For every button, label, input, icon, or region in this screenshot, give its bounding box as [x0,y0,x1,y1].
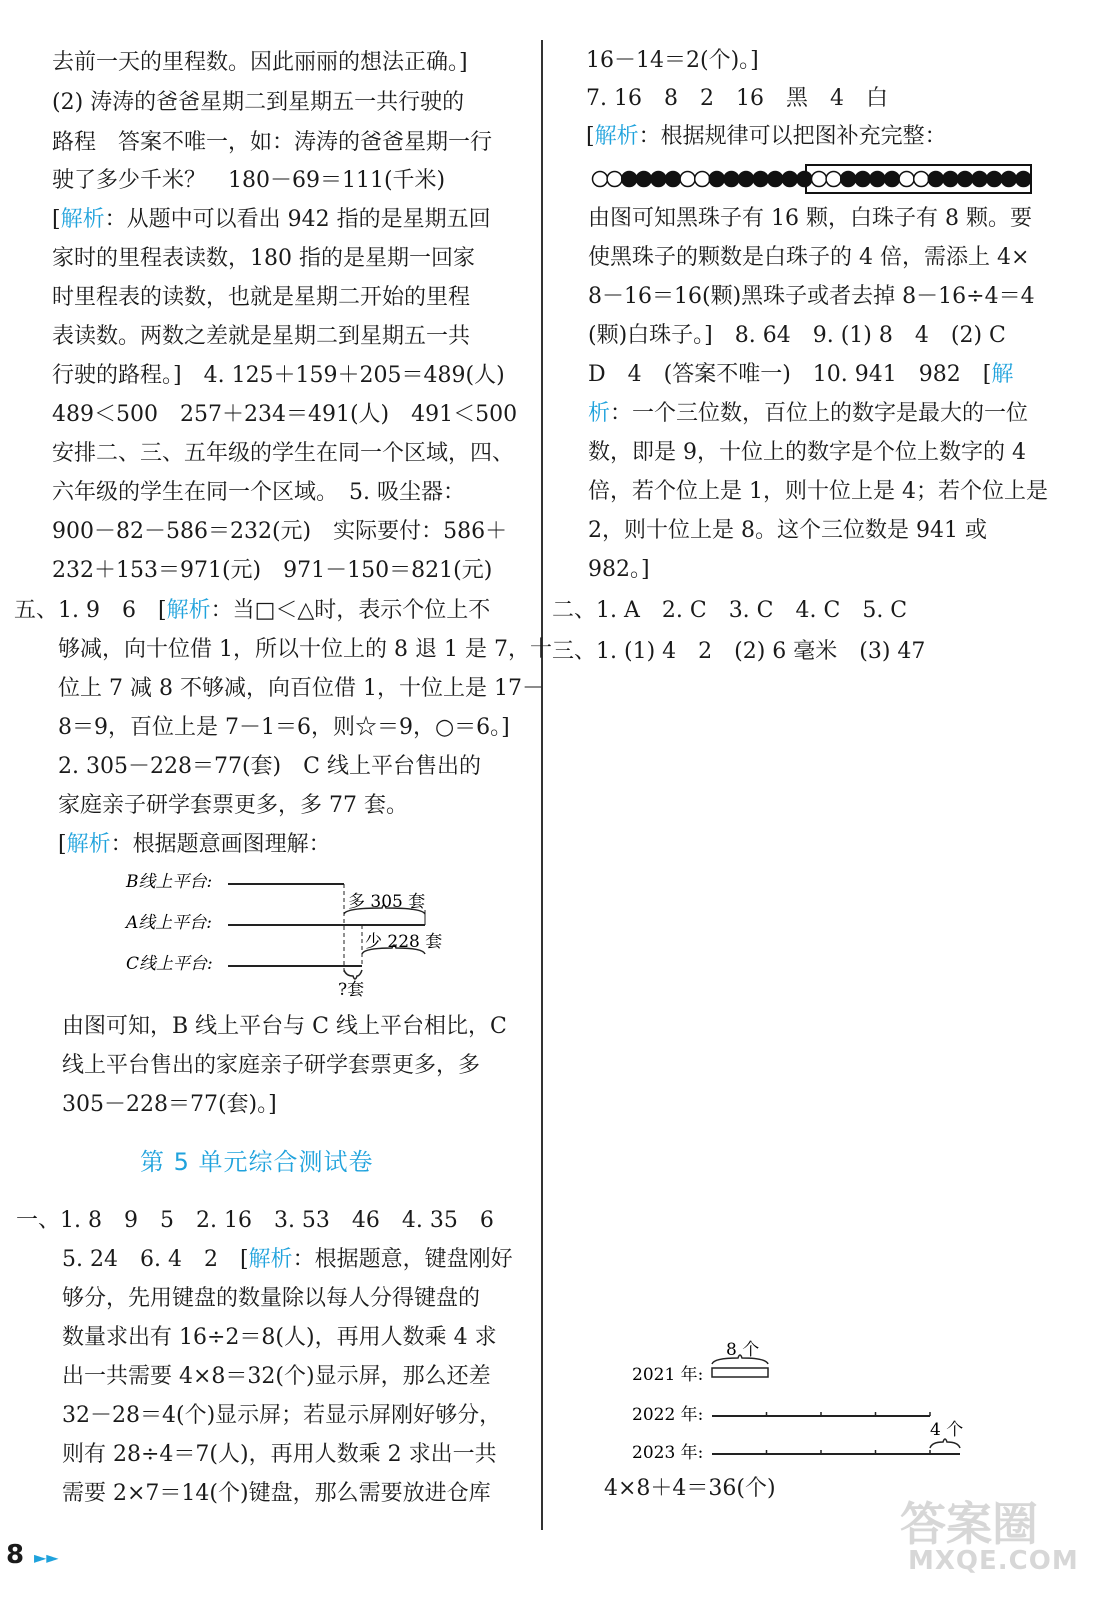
section-title: 第 5 单元综合测试卷 [140,1148,374,1176]
a-platform-label: A线上平台: [126,913,213,933]
text-line: 驶了多少千米？ 180－69＝111(千米) [52,168,446,193]
extra-label: 4 个 [930,1420,964,1440]
text-line: 家时的里程表读数，180 指的是星期一回家 [52,246,475,271]
text-line: 出一共需要 4×8＝32(个)显示屏，那么还差 [62,1364,491,1389]
watermark-logo: 答案圈 [900,1497,1038,1551]
text-line: 16－14＝2(个)。] [586,48,759,73]
black-bead [1016,172,1031,187]
text-line: 489＜500 257＋234＝491(人) 491＜500 [52,402,518,427]
black-bead [797,172,812,187]
white-bead [899,172,914,187]
bar-2021 [712,1368,768,1377]
white-bead [826,172,841,187]
text-line: 线上平台售出的家庭亲子研学套票更多，多 [62,1053,481,1078]
text-line: 路程 答案不唯一，如：涛涛的爸爸星期一行 [52,130,493,155]
question-label: ?套 [338,980,365,1000]
black-bead [1001,172,1016,187]
black-bead [870,172,885,187]
brace [930,1439,960,1448]
text-line: 行驶的路程。] 4. 125＋159＋205＝489(人) [52,363,505,388]
b-platform-label: B线上平台: [126,872,213,892]
text-line: [解析：根据题意画图理解： [58,832,331,857]
text-line: 使黑珠子的颗数是白珠子的 4 倍，需添上 4× [588,245,1030,270]
text-line: 倍，若个位上是 1，则十位上是 4；若个位上是 [588,479,1048,504]
white-bead [593,172,608,187]
text-line: 够减，向十位借 1，所以十位上的 8 退 1 是 7，十 [58,637,552,662]
black-bead [739,172,754,187]
black-bead [943,172,958,187]
text-line: 去前一天的里程数。因此丽丽的想法正确。] [52,50,468,75]
column-divider [541,40,543,1530]
text-line: 232＋153＝971(元) 971－150＝821(元) [52,558,493,583]
text-line: 六年级的学生在同一个区域。 5. 吸尘器： [52,480,465,505]
text-line: 够分，先用键盘的数量除以每人分得键盘的 [62,1286,481,1311]
text-line: 需要 2×7＝14(个)键盘，那么需要放进仓库 [62,1481,491,1506]
black-bead [724,172,739,187]
bead-diagram [588,158,1038,200]
text-line: 2. 305－228＝77(套) C 线上平台售出的 [58,754,481,779]
text-line: (2) 涛涛的爸爸星期二到星期五一共行驶的 [52,90,465,115]
text-line: 家庭亲子研学套票更多，多 77 套。 [58,793,408,818]
text-line: 数，即是 9，十位上的数字是个位上数字的 4 [588,440,1026,465]
text-line: 一、1. 8 9 5 2. 16 3. 53 46 4. 35 6 [16,1208,494,1233]
year-2023-label: 2023 年: [632,1443,704,1460]
platform-diagram [120,866,480,1002]
text-line: 三、1. (1) 4 2 (2) 6 毫米 (3) 47 [552,639,926,664]
year-2021-label: 2021 年: [632,1365,704,1385]
text-line: 8＝9，百位上是 7－1＝6，则☆＝9，○＝6。] [58,715,510,740]
text-line: 析：一个三位数，百位上的数字是最大的一位 [588,401,1029,426]
text-line: 982。] [588,557,650,582]
white-bead [812,172,827,187]
black-bead [885,172,900,187]
years-diagram [630,1340,1030,1460]
black-bead [753,172,768,187]
text-line: 表读数。两数之差就是星期二到星期五一共 [52,324,471,349]
white-bead [695,172,710,187]
black-bead [768,172,783,187]
black-bead [855,172,870,187]
year-2022-label: 2022 年: [632,1405,704,1425]
black-bead [972,172,987,187]
text-line: 900－82－586＝232(元) 实际要付：586＋ [52,519,508,544]
black-bead [841,172,856,187]
white-bead [680,172,695,187]
text-line: 4×8＋4＝36(个) [604,1476,776,1501]
text-line: 安排二、三、五年级的学生在同一个区域，四、 [52,441,515,466]
black-bead [636,172,651,187]
black-bead [651,172,666,187]
text-line: [解析：从题中可以看出 942 指的是星期五回 [52,207,491,232]
text-line: [解析：根据规律可以把图补充完整： [586,124,947,149]
text-line: 位上 7 减 8 不够减，向百位借 1，十位上是 17－ [58,676,544,701]
less-label: 少 228 套 [365,932,443,952]
text-line: 32－28＝4(个)显示屏；若显示屏刚好够分， [62,1403,502,1428]
white-bead [607,172,622,187]
text-line: 二、1. A 2. C 3. C 4. C 5. C [552,598,908,623]
text-line: 数量求出有 16÷2＝8(人)，再用人数乘 4 求 [62,1325,497,1350]
black-bead [666,172,681,187]
black-bead [709,172,724,187]
more-label: 多 305 套 [348,892,426,912]
text-line: 5. 24 6. 4 2 [解析：根据题意，键盘刚好 [62,1247,513,1272]
page-arrow-icon: ►► [34,1548,59,1567]
text-line: 时里程表的读数，也就是星期二开始的里程 [52,285,471,310]
text-line: 2，则十位上是 8。这个三位数是 941 或 [588,518,987,543]
brace [344,970,362,979]
page-number: 8 [6,1540,25,1570]
watermark-url: MXQE.COM [908,1546,1079,1576]
text-line: 8－16＝16(颗)黑珠子或者去掉 8－16÷4＝4 [588,284,1035,309]
black-bead [958,172,973,187]
white-bead [914,172,929,187]
text-line: 由图可知，B 线上平台与 C 线上平台相比，C [62,1014,507,1039]
text-line: 7. 16 8 2 16 黑 4 白 [586,86,888,111]
top-label: 8 个 [726,1340,760,1360]
text-line: 则有 28÷4＝7(人)，再用人数乘 2 求出一共 [62,1442,497,1467]
text-line: D 4 (答案不唯一) 10. 941 982 [解 [588,362,1014,387]
c-platform-label: C线上平台: [126,954,213,974]
text-line: (颗)白珠子。] 8. 64 9. (1) 8 4 (2) C [588,323,1006,348]
black-bead [928,172,943,187]
black-bead [782,172,797,187]
text-line: 305－228＝77(套)。] [62,1092,277,1117]
text-line: 由图可知黑珠子有 16 颗，白珠子有 8 颗。要 [588,206,1032,231]
black-bead [622,172,637,187]
text-line: 五、1. 9 6 [解析：当□＜△时，表示个位上不 [14,598,491,623]
black-bead [987,172,1002,187]
